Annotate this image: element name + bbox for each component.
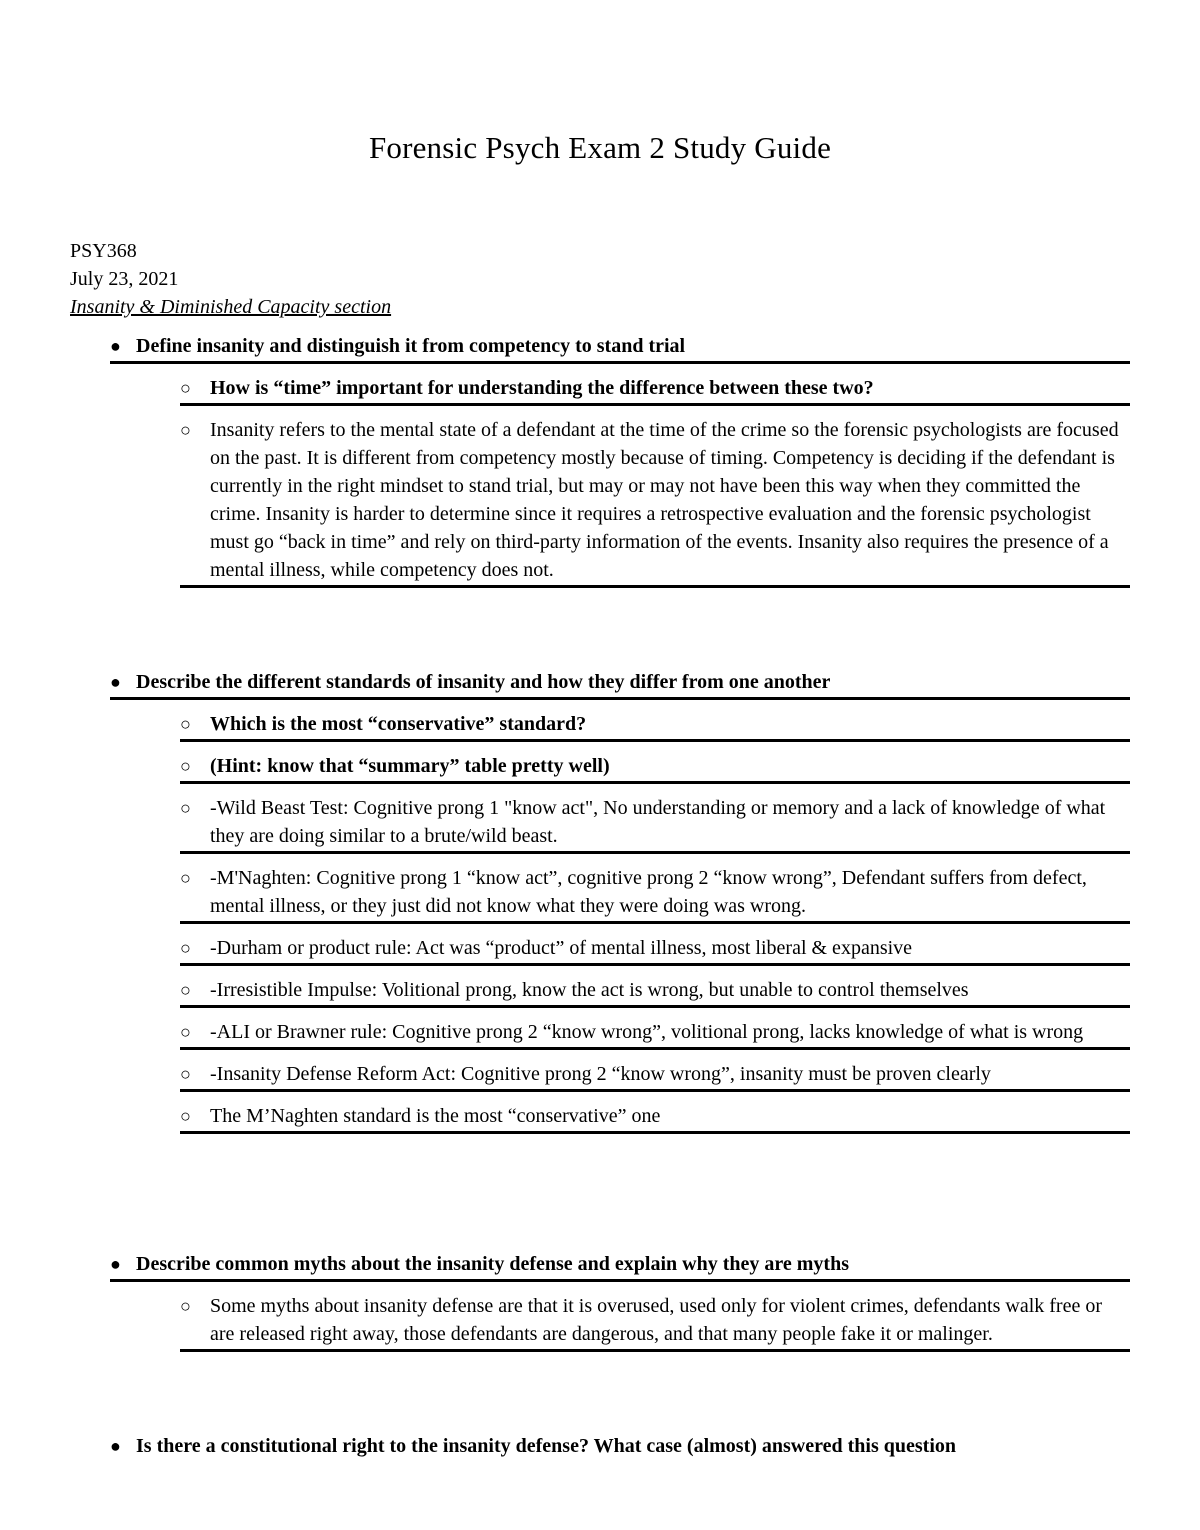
outline-section: [0, 1250, 1200, 1352]
list-item: [180, 374, 1130, 406]
hollow-bullet-icon: ○: [180, 378, 191, 398]
list-item-text: Which is the most “conservative” standard?: [210, 713, 587, 735]
hollow-bullet-icon: ○: [180, 938, 191, 958]
section-heading-text: Describe the different standards of insanity and how they differ from one another: [136, 671, 831, 693]
hollow-bullet-icon: ○: [180, 1064, 191, 1084]
hollow-bullet-icon: ○: [180, 1022, 191, 1042]
hollow-bullet-icon: ○: [180, 420, 191, 440]
document-meta: [70, 237, 391, 321]
hollow-bullet-icon: ○: [180, 980, 191, 1000]
list-item: [180, 794, 1130, 854]
list-item-text: Insanity refers to the mental state of a defendant at the time of the crime so the forensic psychologists are focused on the past. It is different from competency mostly because of timing. Competency is deciding if the defendant is currently in the right mindset to stand trial, but may or may not have been this way when they committed the crime. Insanity is harder to determine since it requires a retrospective evaluation and the forensic psychologist must go “back in time” and rely on third-party information of the events. Insanity also requires the presence of a mental illness, while competency does not.: [210, 419, 1119, 581]
section-heading: [110, 668, 1130, 700]
filled-bullet-icon: ●: [110, 1254, 121, 1274]
list-item-text: -M'Naghten: Cognitive prong 1 “know act”, cognitive prong 2 “know wrong”, Defendant suffers from defect, mental illness, or they just did not know what they were doing was wrong.: [210, 867, 1087, 917]
section-heading-text: Is there a constitutional right to the insanity defense? What case (almost) answered this question: [136, 1435, 957, 1457]
hollow-bullet-icon: ○: [180, 714, 191, 734]
document-title: Forensic Psych Exam 2 Study Guide: [368, 130, 832, 165]
list-item: [180, 710, 1130, 742]
list-item-text: -Durham or product rule: Act was “product” of mental illness, most liberal & expansive: [210, 937, 913, 959]
hollow-bullet-icon: ○: [180, 1296, 191, 1316]
outline-section: [0, 668, 1200, 1134]
list-item: [180, 976, 1130, 1008]
hollow-bullet-icon: ○: [180, 868, 191, 888]
list-item-text: Some myths about insanity defense are that it is overused, used only for violent crimes, defendants walk free or are released right away, those defendants are dangerous, and that many people fake it or malinger.: [210, 1295, 1102, 1345]
section-heading: [110, 332, 1130, 364]
document-date: July 23, 2021: [70, 268, 179, 290]
section-heading: [110, 1432, 1130, 1461]
list-item-text: The M’Naghten standard is the most “conservative” one: [210, 1105, 661, 1127]
list-item: [180, 752, 1130, 784]
list-item: [180, 1292, 1130, 1352]
filled-bullet-icon: ●: [110, 336, 121, 356]
section-heading-text: Define insanity and distinguish it from competency to stand trial: [136, 335, 686, 357]
course-code: PSY368: [70, 240, 137, 262]
filled-bullet-icon: ●: [110, 672, 121, 692]
section-heading: [110, 1250, 1130, 1282]
list-item: [180, 1102, 1130, 1134]
list-item-text: (Hint: know that “summary” table pretty well): [210, 755, 610, 777]
outline-section: [0, 1432, 1200, 1461]
list-item: [180, 1018, 1130, 1050]
list-item-text: -ALI or Brawner rule: Cognitive prong 2 “know wrong”, volitional prong, lacks knowledge of what is wrong: [210, 1021, 1084, 1043]
list-item-text: -Irresistible Impulse: Volitional prong, know the act is wrong, but unable to control themselves: [210, 979, 969, 1001]
list-item: [180, 864, 1130, 924]
hollow-bullet-icon: ○: [180, 1106, 191, 1126]
list-item-text: -Wild Beast Test: Cognitive prong 1 "know act", No understanding or memory and a lack of knowledge of what they are doing similar to a brute/wild beast.: [210, 797, 1106, 847]
list-item: [180, 416, 1130, 588]
list-item: [180, 1060, 1130, 1092]
outline-section: [0, 332, 1200, 588]
section-label: Insanity & Diminished Capacity section: [70, 296, 392, 318]
list-item-text: -Insanity Defense Reform Act: Cognitive prong 2 “know wrong”, insanity must be proven clearly: [210, 1063, 991, 1085]
filled-bullet-icon: ●: [110, 1436, 121, 1456]
list-item: [180, 934, 1130, 966]
section-heading-text: Describe common myths about the insanity defense and explain why they are myths: [136, 1253, 849, 1275]
hollow-bullet-icon: ○: [180, 798, 191, 818]
hollow-bullet-icon: ○: [180, 756, 191, 776]
list-item-text: How is “time” important for understanding the difference between these two?: [210, 377, 874, 399]
